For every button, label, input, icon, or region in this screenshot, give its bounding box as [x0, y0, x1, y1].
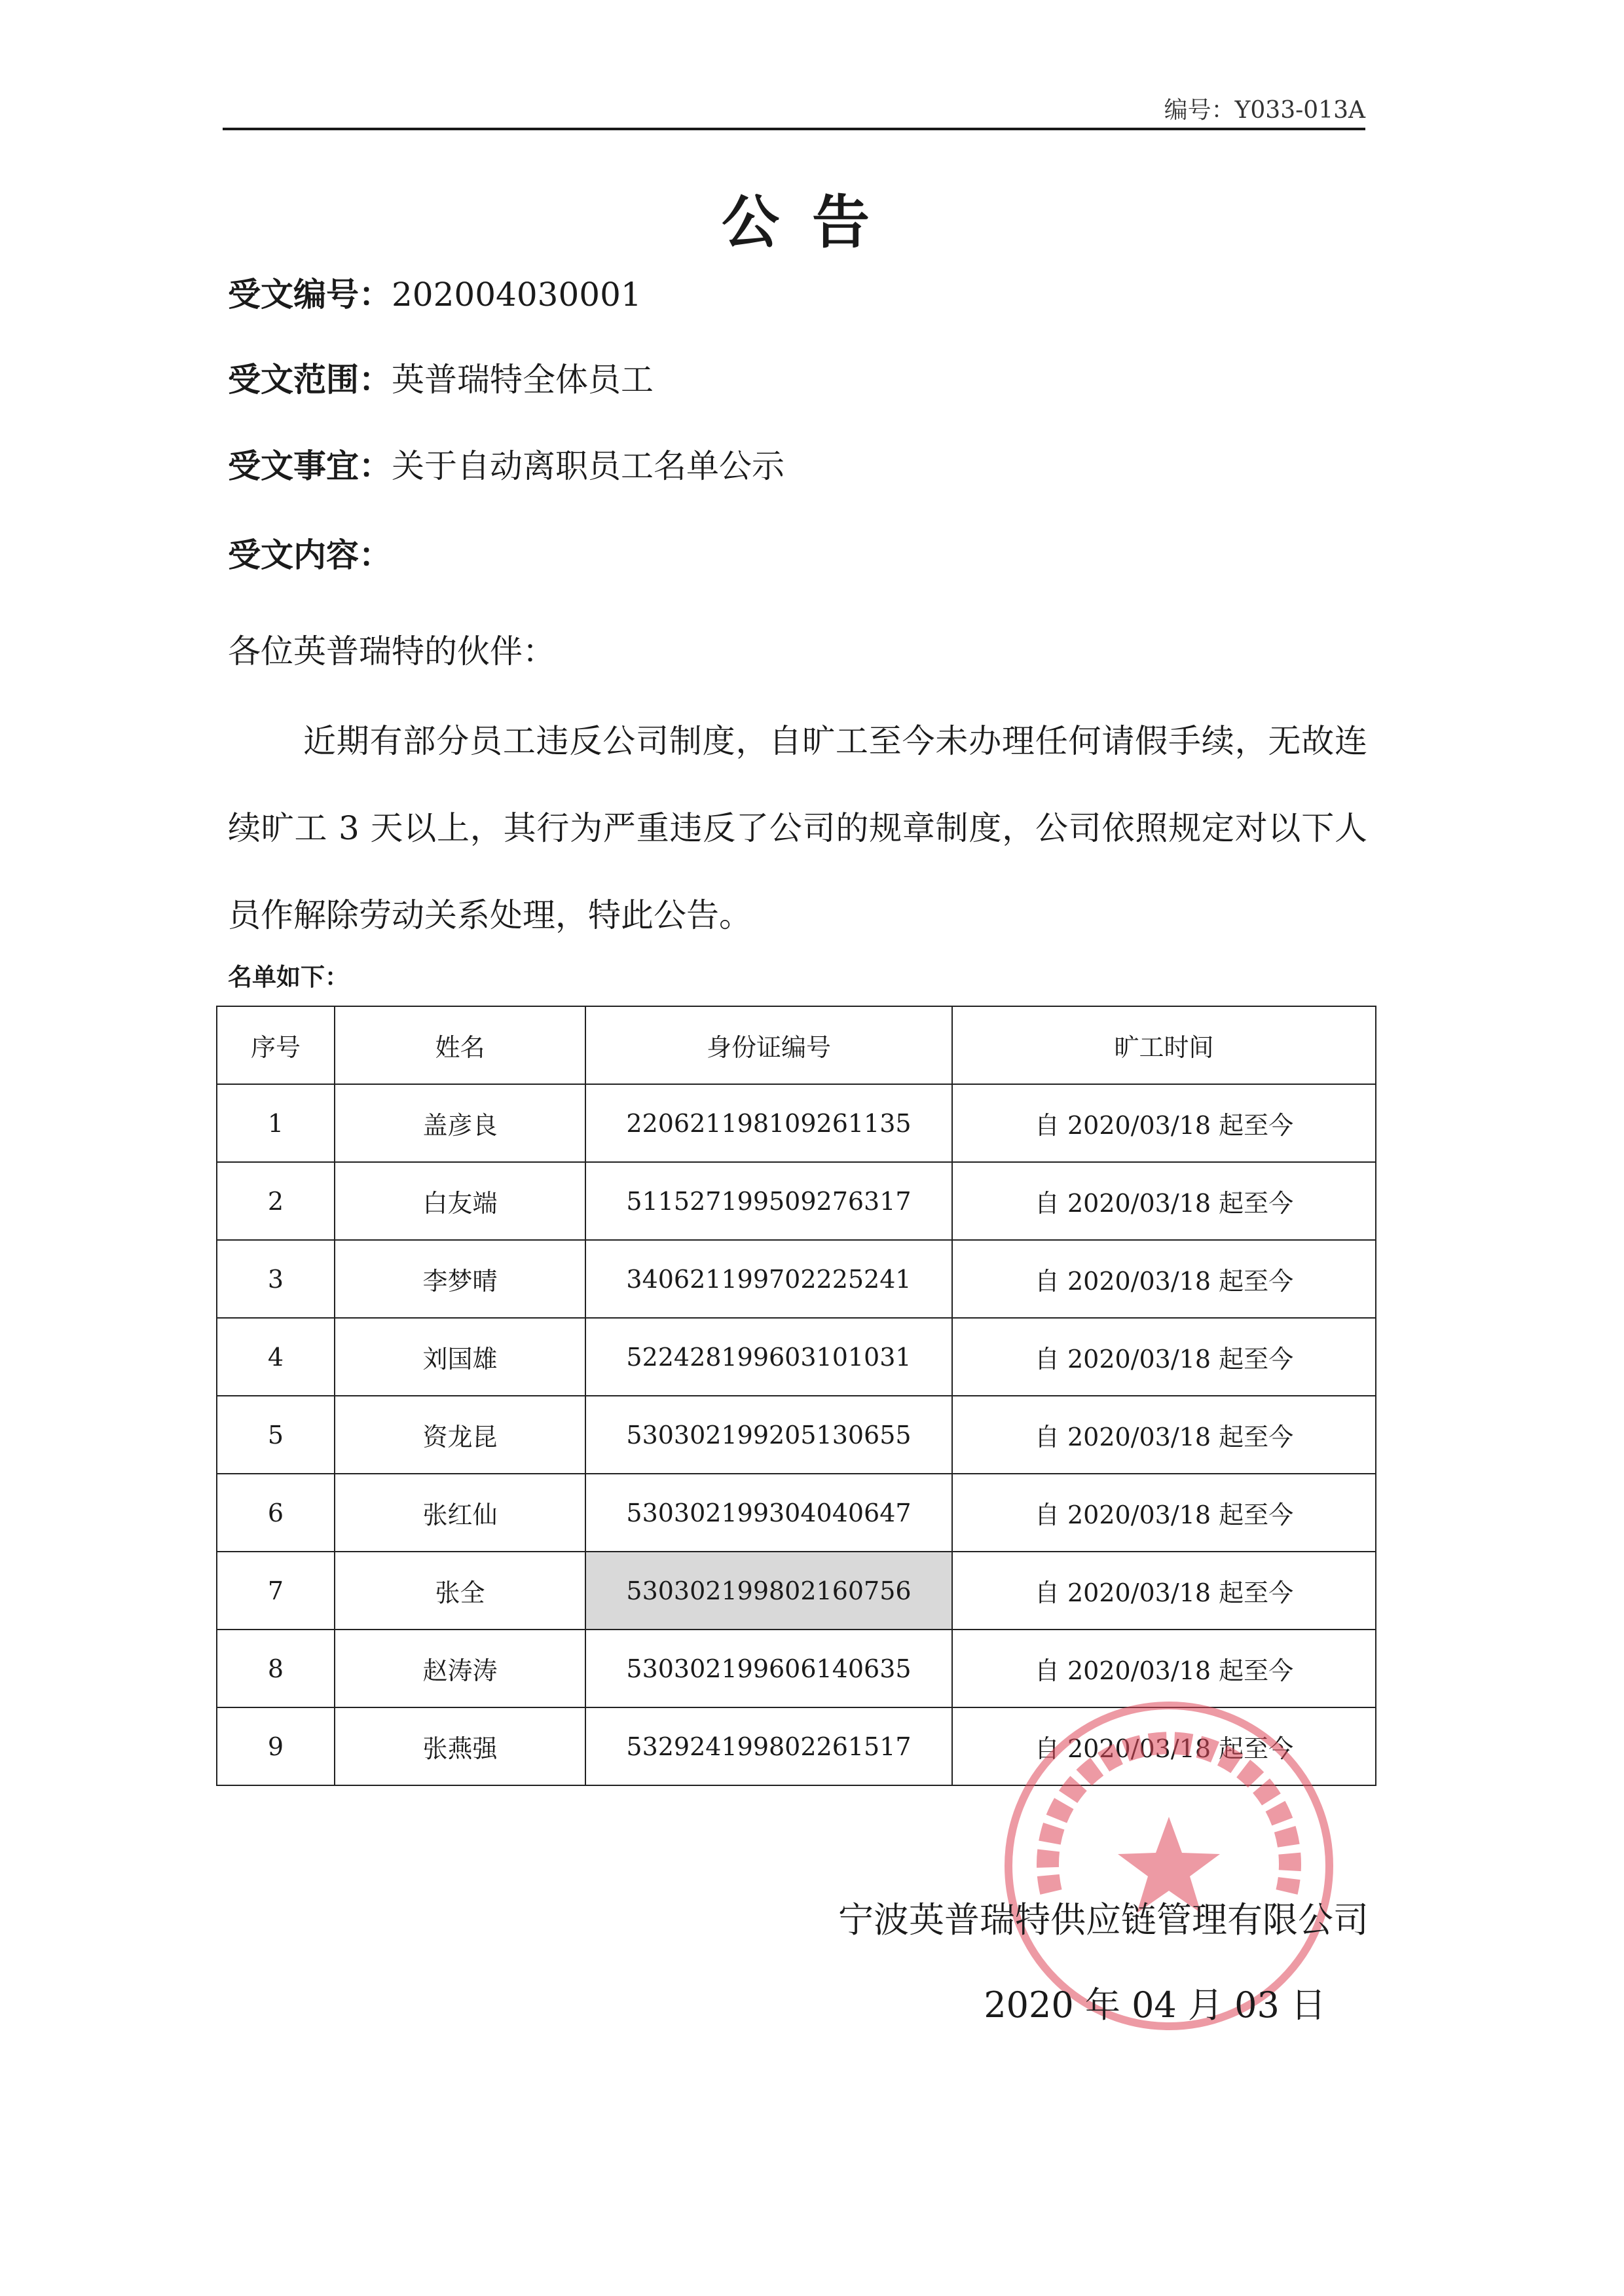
header-id-number: 身份证编号 [585, 1006, 952, 1084]
cell-index: 1 [217, 1084, 335, 1162]
field-document-number [228, 275, 642, 314]
field-content [228, 536, 392, 575]
cell-id-number: 530302199304040647 [585, 1474, 952, 1552]
salutation: 各位英普瑞特的伙伴： [228, 632, 555, 670]
cell-index: 4 [217, 1318, 335, 1396]
cell-absence-period: 自 2020/03/18 起至今 [952, 1240, 1376, 1318]
field-label: 受文内容： [228, 536, 392, 574]
cell-id-number: 522428199603101031 [585, 1318, 952, 1396]
cell-absence-period: 自 2020/03/18 起至今 [952, 1084, 1376, 1162]
cell-id-number: 530302199205130655 [585, 1396, 952, 1474]
cell-absence-period: 自 2020/03/18 起至今 [952, 1707, 1376, 1785]
notice-body: 近期有部分员工违反公司制度，自旷工至今未办理任何请假手续，无故连续旷工 3 天以上，其行为严重违反了公司的规章制度，公司依照规定对以下人员作解除劳动关系处理，特此公告。 [228, 722, 1367, 934]
cell-id-number: 532924199802261517 [585, 1707, 952, 1785]
table-row [217, 1474, 1376, 1552]
issue-date: 2020 年 04 月 03 日 [984, 1984, 1326, 2026]
cell-absence-period: 自 2020/03/18 起至今 [952, 1162, 1376, 1240]
employee-table [216, 1006, 1376, 1786]
list-title: 名单如下： [228, 963, 349, 991]
header-index: 序号 [217, 1006, 335, 1084]
company-name: 宁波英普瑞特供应链管理有限公司 [838, 1899, 1369, 1941]
cell-absence-period: 自 2020/03/18 起至今 [952, 1552, 1376, 1630]
cell-absence-period: 自 2020/03/18 起至今 [952, 1396, 1376, 1474]
cell-name: 赵涛涛 [335, 1630, 585, 1707]
table-header-row [217, 1006, 1376, 1084]
cell-name: 张全 [335, 1552, 585, 1630]
table-row [217, 1396, 1376, 1474]
cell-index: 8 [217, 1630, 335, 1707]
header-rule [223, 128, 1365, 130]
header-name: 姓名 [335, 1006, 585, 1084]
cell-name: 张红仙 [335, 1474, 585, 1552]
table-row [217, 1552, 1376, 1630]
cell-absence-period: 自 2020/03/18 起至今 [952, 1318, 1376, 1396]
field-label: 受文范围： [228, 361, 392, 399]
document-number: 编号：Y033-013A [1164, 97, 1365, 124]
cell-name: 资龙昆 [335, 1396, 585, 1474]
cell-id-number: 511527199509276317 [585, 1162, 952, 1240]
field-value: 202004030001 [392, 276, 642, 314]
cell-id-number: 530302199606140635 [585, 1630, 952, 1707]
table-row [217, 1318, 1376, 1396]
table-row [217, 1162, 1376, 1240]
cell-name: 张燕强 [335, 1707, 585, 1785]
cell-name: 李梦晴 [335, 1240, 585, 1318]
cell-absence-period: 自 2020/03/18 起至今 [952, 1630, 1376, 1707]
cell-index: 9 [217, 1707, 335, 1785]
cell-index: 7 [217, 1552, 335, 1630]
cell-name: 盖彦良 [335, 1084, 585, 1162]
cell-id-number: 530302199802160756 [585, 1552, 952, 1630]
field-value: 英普瑞特全体员工 [392, 361, 654, 399]
cell-index: 3 [217, 1240, 335, 1318]
header-absence-period: 旷工时间 [952, 1006, 1376, 1084]
cell-name: 刘国雄 [335, 1318, 585, 1396]
table-row [217, 1240, 1376, 1318]
cell-index: 2 [217, 1162, 335, 1240]
field-label: 受文编号： [228, 276, 392, 314]
cell-name: 白友端 [335, 1162, 585, 1240]
cell-id-number: 220621198109261135 [585, 1084, 952, 1162]
table-row [217, 1084, 1376, 1162]
field-label: 受文事宜： [228, 447, 392, 485]
cell-index: 6 [217, 1474, 335, 1552]
field-value: 关于自动离职员工名单公示 [392, 447, 784, 485]
cell-absence-period: 自 2020/03/18 起至今 [952, 1474, 1376, 1552]
field-scope [228, 360, 654, 399]
notice-title: 公告 [721, 189, 902, 256]
field-subject [228, 446, 784, 486]
cell-index: 5 [217, 1396, 335, 1474]
cell-id-number: 340621199702225241 [585, 1240, 952, 1318]
